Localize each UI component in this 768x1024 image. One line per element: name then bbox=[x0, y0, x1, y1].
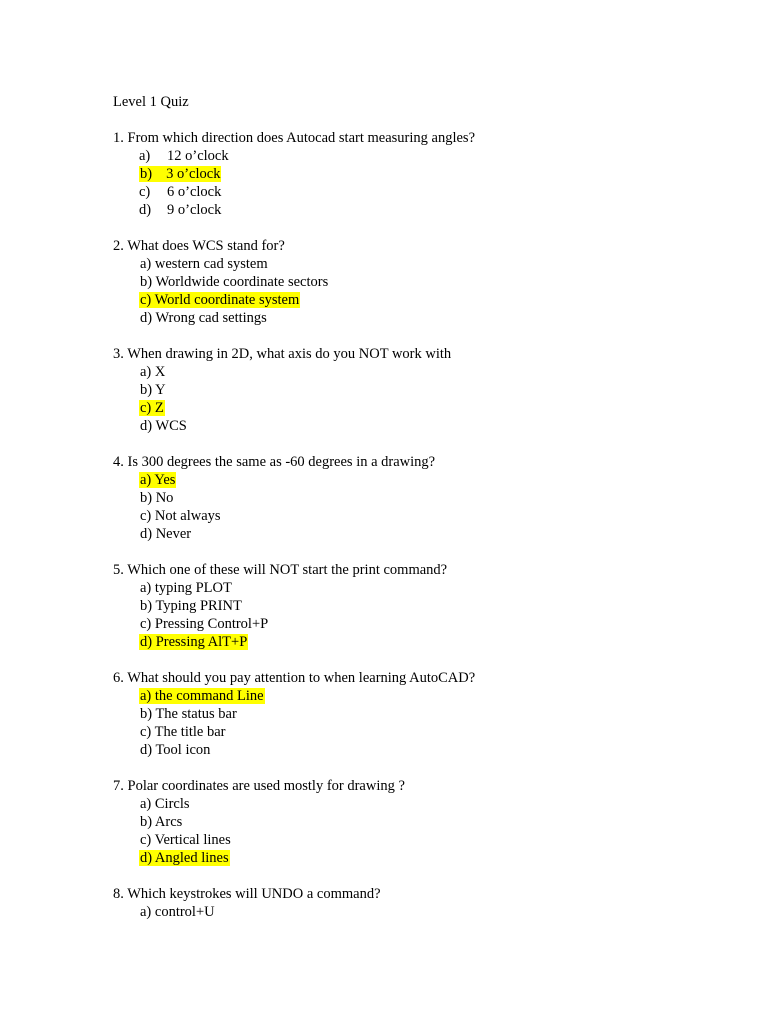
option-text: 3 o’clock bbox=[166, 166, 221, 182]
option-b bbox=[139, 705, 733, 723]
question-text: 3. When drawing in 2D, what axis do you NOT work with bbox=[113, 346, 452, 362]
option-a bbox=[139, 579, 733, 597]
option-d-highlighted bbox=[139, 633, 733, 651]
option-d bbox=[139, 309, 733, 327]
option-list bbox=[113, 687, 733, 759]
option-text: d) Tool icon bbox=[140, 742, 211, 758]
option-d bbox=[139, 417, 733, 435]
option-text: c) Pressing Control+P bbox=[140, 616, 269, 632]
question-text: 8. Which keystrokes will UNDO a command? bbox=[113, 886, 381, 902]
option-d bbox=[139, 525, 733, 543]
question-8 bbox=[113, 885, 733, 921]
option-d bbox=[139, 201, 733, 219]
option-a-highlighted bbox=[139, 687, 733, 705]
option-list bbox=[113, 903, 733, 921]
quiz-title: Level 1 Quiz bbox=[113, 94, 189, 110]
option-d bbox=[139, 741, 733, 759]
option-list bbox=[113, 363, 733, 435]
option-a bbox=[139, 795, 733, 813]
option-c bbox=[139, 507, 733, 525]
option-list bbox=[113, 795, 733, 867]
option-a bbox=[139, 147, 733, 165]
question-text: 7. Polar coordinates are used mostly for drawing ? bbox=[113, 778, 405, 794]
option-label: c) bbox=[139, 184, 151, 200]
option-text: d) WCS bbox=[140, 418, 187, 434]
option-text: a) control+U bbox=[140, 904, 215, 920]
option-text: b) Typing PRINT bbox=[140, 598, 242, 614]
question-text: 2. What does WCS stand for? bbox=[113, 238, 285, 254]
option-d-highlighted bbox=[139, 849, 733, 867]
option-b bbox=[139, 273, 733, 291]
option-a bbox=[139, 903, 733, 921]
question-5 bbox=[113, 561, 733, 651]
option-c bbox=[139, 183, 733, 201]
option-text: a) Yes bbox=[140, 472, 176, 488]
option-b bbox=[139, 813, 733, 831]
option-text: b) No bbox=[140, 490, 174, 506]
option-text: c) The title bar bbox=[140, 724, 226, 740]
question-2 bbox=[113, 237, 733, 327]
question-4 bbox=[113, 453, 733, 543]
question-7 bbox=[113, 777, 733, 867]
option-text: d) Pressing AlT+P bbox=[140, 634, 248, 650]
option-c bbox=[139, 615, 733, 633]
option-text: b) Arcs bbox=[140, 814, 183, 830]
option-c bbox=[139, 831, 733, 849]
option-a bbox=[139, 363, 733, 381]
option-b-highlighted bbox=[139, 165, 733, 183]
question-text: 4. Is 300 degrees the same as -60 degrees in a drawing? bbox=[113, 454, 436, 470]
question-text: 6. What should you pay attention to when learning AutoCAD? bbox=[113, 670, 476, 686]
option-text: a) typing PLOT bbox=[140, 580, 232, 596]
option-a bbox=[139, 255, 733, 273]
option-text: a) the command Line bbox=[140, 688, 264, 704]
question-list bbox=[113, 129, 733, 939]
option-text: c) World coordinate system bbox=[140, 292, 300, 308]
option-c-highlighted bbox=[139, 291, 733, 309]
option-text: a) western cad system bbox=[140, 256, 268, 272]
option-text: 12 o’clock bbox=[167, 148, 229, 164]
option-label: b) bbox=[140, 166, 153, 182]
option-label: d) bbox=[139, 202, 152, 218]
option-list bbox=[113, 147, 733, 219]
option-text: c) Vertical lines bbox=[140, 832, 231, 848]
option-b bbox=[139, 381, 733, 399]
option-text: a) X bbox=[140, 364, 166, 380]
option-c-highlighted bbox=[139, 399, 733, 417]
option-text: d) Never bbox=[140, 526, 192, 542]
option-text: b) The status bar bbox=[140, 706, 237, 722]
option-list bbox=[113, 579, 733, 651]
option-text: 9 o’clock bbox=[167, 202, 222, 218]
question-text: 5. Which one of these will NOT start the print command? bbox=[113, 562, 448, 578]
option-a-highlighted bbox=[139, 471, 733, 489]
option-list bbox=[113, 471, 733, 543]
option-text: b) Worldwide coordinate sectors bbox=[140, 274, 329, 290]
option-b bbox=[139, 489, 733, 507]
option-spacer bbox=[153, 166, 165, 182]
option-text: a) Circls bbox=[140, 796, 190, 812]
option-text: b) Y bbox=[140, 382, 166, 398]
question-text: 1. From which direction does Autocad start measuring angles? bbox=[113, 130, 476, 146]
question-6 bbox=[113, 669, 733, 759]
option-text: d) Wrong cad settings bbox=[140, 310, 267, 326]
option-list bbox=[113, 255, 733, 327]
option-label: a) bbox=[139, 148, 151, 164]
option-text: d) Angled lines bbox=[140, 850, 229, 866]
question-3 bbox=[113, 345, 733, 435]
option-c bbox=[139, 723, 733, 741]
question-1 bbox=[113, 129, 733, 219]
option-text: 6 o’clock bbox=[167, 184, 222, 200]
option-b bbox=[139, 597, 733, 615]
option-text: c) Z bbox=[140, 400, 164, 416]
option-text: c) Not always bbox=[140, 508, 221, 524]
